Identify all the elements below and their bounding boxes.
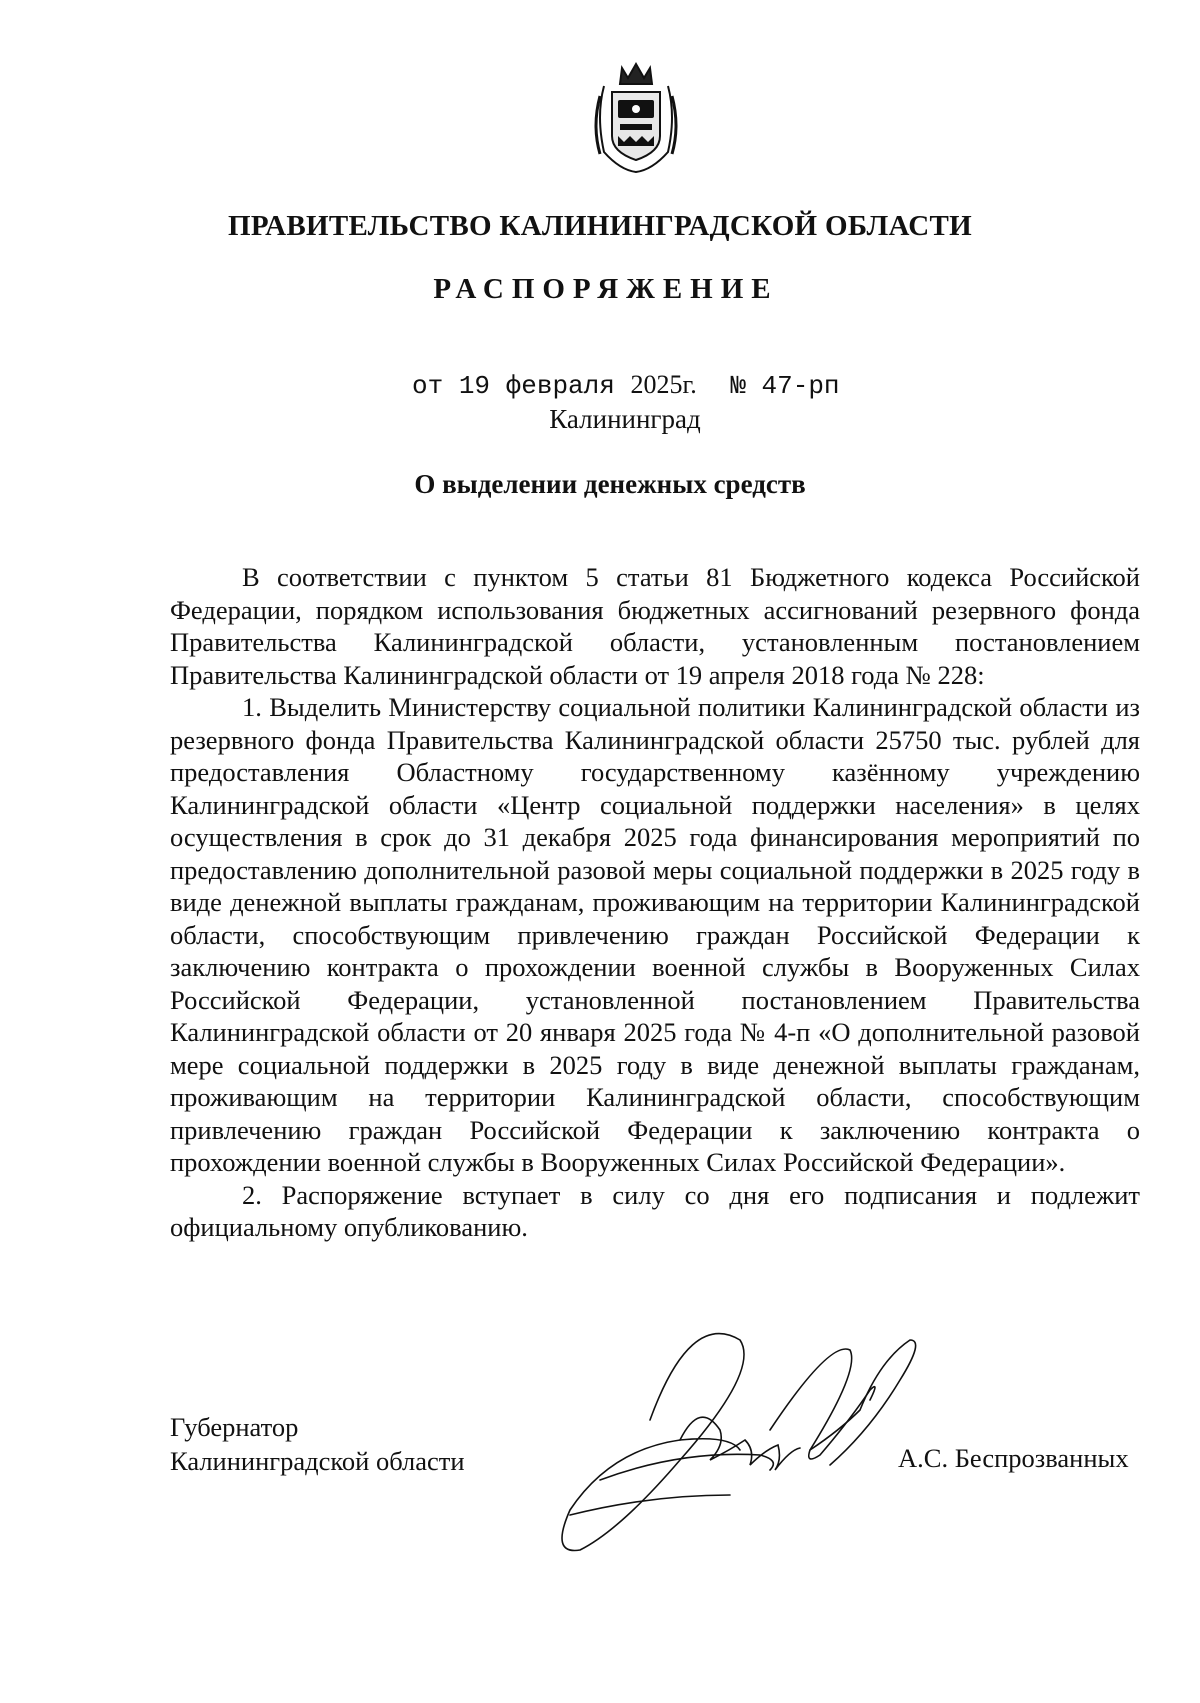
document-subject: О выделении денежных средств xyxy=(414,469,806,499)
document-body xyxy=(170,561,1140,1244)
document-type: РАСПОРЯЖЕНИЕ xyxy=(433,273,779,305)
signatory-title-line2: Калининградской области xyxy=(170,1446,465,1476)
signatory-title xyxy=(170,1410,465,1478)
date-prefix: от xyxy=(412,371,444,401)
document-year: 2025 xyxy=(630,370,683,399)
preamble-paragraph: В соответствии с пунктом 5 статьи 81 Бюджетного кодекса Российской Федерации, порядком использования бюджетных ассигнований резервного фонда Правительства Калининградской области, установленным постановлением Правительства Калининградской области от 19 апреля 2018 года № 228: xyxy=(170,562,1140,690)
city: Калининград xyxy=(549,404,701,434)
document-date: 19 февраля xyxy=(458,371,615,401)
date-number-line xyxy=(412,370,840,401)
organization-name: ПРАВИТЕЛЬСТВО КАЛИНИНГРАДСКОЙ ОБЛАСТИ xyxy=(227,210,973,242)
signatory-name: А.С. Беспрозванных xyxy=(898,1443,1129,1473)
item-1-paragraph: 1. Выделить Министерству социальной политики Калининградской области из резервного фонда Правительства Калининградской области 25750 тыс. рублей для предоставления Областному государственному казённому учреждению Калининградской области «Центр социальной поддержки населения» в целях осуществления в срок до 31 декабря 2025 года финансирования мероприятий по предоставлению дополнительной разовой меры социальной поддержки в 2025 году в виде денежной выплаты гражданам, проживающим на территории Калининградской области, способствующим привлечению граждан Российской Федерации к заключению контракта о прохождении военной службы в Вооруженных Силах Российской Федерации, установленной постановлением Правительства Калининградской области от 20 января 2025 года № 4-п «О дополнительной разовой мере социальной поддержки в 2025 году в виде денежной выплаты гражданам, проживающим на территории Калининградской области, способствующим привлечению граждан Российской Федерации к заключению контракта о прохождении военной службы в Вооруженных Силах Российской Федерации». xyxy=(170,692,1140,1177)
item-2-paragraph: 2. Распоряжение вступает в силу со дня его подписания и подлежит официальному опубликованию. xyxy=(170,1179,1140,1242)
document-number: № 47-рп xyxy=(730,371,840,401)
year-suffix: г. xyxy=(682,370,697,399)
signatory-title-line1: Губернатор xyxy=(170,1412,299,1442)
handwritten-signature xyxy=(530,1300,930,1560)
coat-of-arms-icon xyxy=(590,56,682,174)
